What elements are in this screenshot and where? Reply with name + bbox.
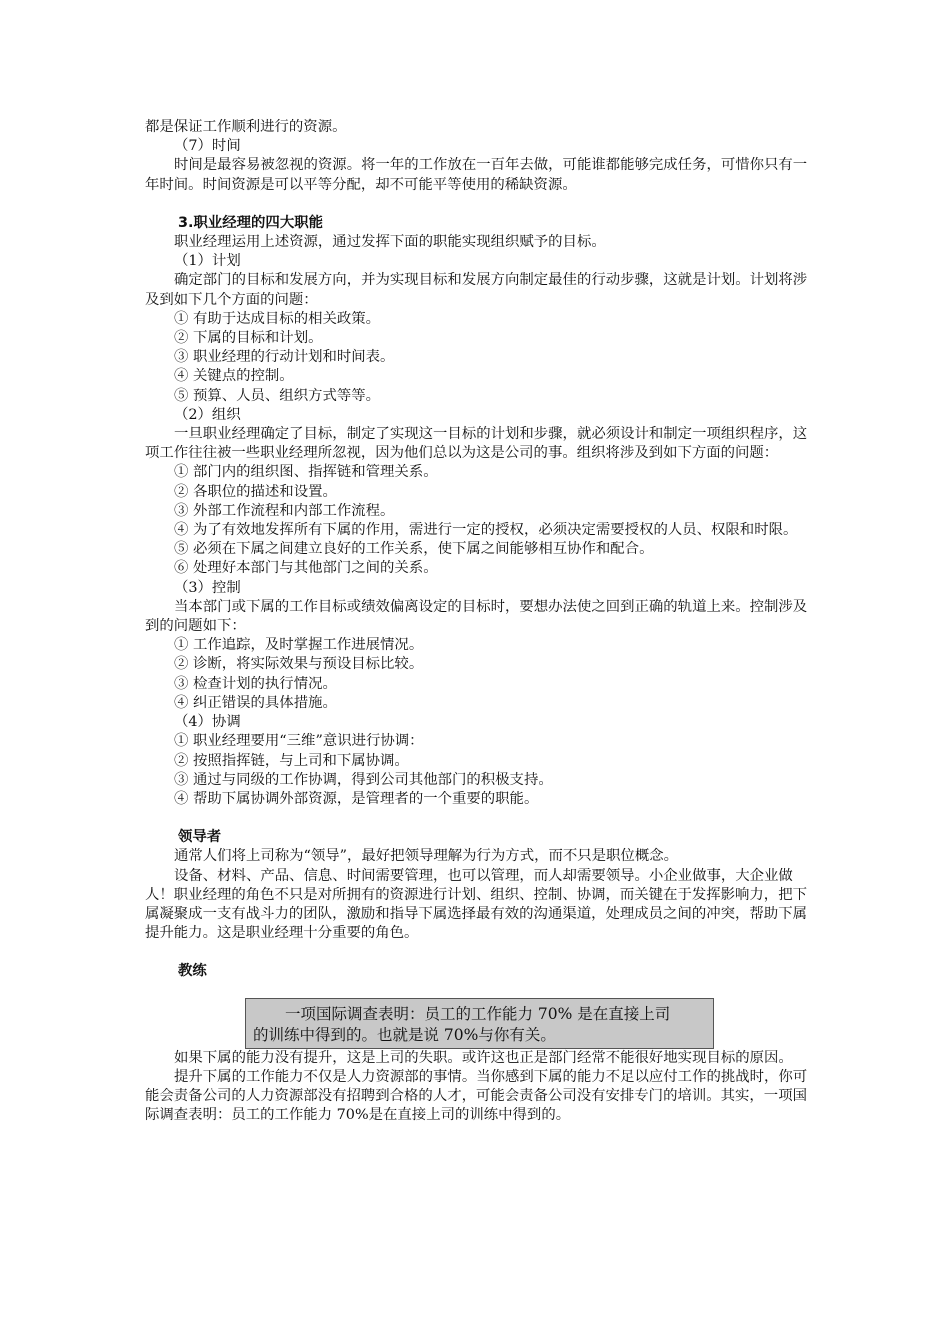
paragraph: 一旦职业经理确定了目标，制定了实现这一目标的计划和步骤，就必须设计和制定一项组织程序，这项工作往往被一些职业经理所忽视，因为他们总以为这是公司的事。组织将涉及到如下方面的问题： (145, 426, 808, 462)
paragraph: ② 按照指挥链，与上司和下属协调。 (174, 752, 409, 769)
paragraph: ② 诊断，将实际效果与预设目标比较。 (174, 656, 424, 673)
callout-line: 一项国际调查表明：员工的工作能力 70% 是在直接上司 (285, 1004, 671, 1023)
document-body (145, 118, 813, 1125)
paragraph: ④ 纠正错误的具体措施。 (174, 694, 337, 711)
paragraph: ⑥ 处理好本部门与其他部门之间的关系。 (174, 560, 438, 577)
paragraph: ③ 外部工作流程和内部工作流程。 (174, 502, 395, 519)
paragraph: （1）计划 (174, 253, 241, 270)
paragraph: ③ 职业经理的行动计划和时间表。 (174, 349, 395, 366)
paragraph: 提升下属的工作能力不仅是人力资源部的事情。当你感到下属的能力不足以应付工作的挑战时，你可能会责备公司的人力资源部没有招聘到合格的人才，可能会责备公司没有安排专门的培训。其实，一项国际调查表明：员工的工作能力 70%是在直接上司的训练中得到的。 (145, 1068, 808, 1124)
paragraph: 如果下属的能力没有提升，这是上司的失职。或许这也正是部门经常不能很好地实现目标的原因。 (174, 1049, 793, 1066)
paragraph: ④ 关键点的控制。 (174, 368, 294, 385)
paragraph: ⑤ 预算、人员、组织方式等等。 (174, 387, 381, 404)
paragraph: ① 工作追踪，及时掌握工作进展情况。 (174, 637, 424, 654)
callout-box (245, 998, 714, 1049)
paragraph: 通常人们将上司称为“领导”，最好把领导理解为行为方式，而不只是职位概念。 (174, 848, 678, 865)
paragraph: ① 部门内的组织图、指挥链和管理关系。 (174, 464, 438, 481)
paragraph: 都是保证工作顺利进行的资源。 (145, 119, 347, 135)
paragraph: 确定部门的目标和发展方向，并为实现目标和发展方向制定最佳的行动步骤，这就是计划。计划将涉及到如下几个方面的问题： (145, 272, 808, 308)
section-heading: 领导者 (178, 829, 222, 846)
callout-line: 的训练中得到的。也就是说 70%与你有关。 (253, 1025, 556, 1044)
paragraph: 时间是最容易被忽视的资源。将一年的工作放在一百年去做，可能谁都能够完成任务，可惜你只有一年时间。时间资源是可以平等分配，却不可能平等使用的稀缺资源。 (145, 157, 808, 193)
paragraph: ② 下属的目标和计划。 (174, 330, 323, 347)
section-heading: 3.职业经理的四大职能 (178, 214, 323, 231)
paragraph: ② 各职位的描述和设置。 (174, 483, 337, 500)
paragraph: ① 职业经理要用“三维”意识进行协调： (174, 733, 424, 750)
paragraph: ③ 通过与同级的工作协调，得到公司其他部门的积极支持。 (174, 771, 553, 788)
paragraph: （3）控制 (174, 579, 241, 596)
paragraph: 设备、材料、产品、信息、时间需要管理，也可以管理，而人却需要领导。小企业做事，大企业做人！职业经理的角色不只是对所拥有的资源进行计划、组织、控制、协调，而关键在于发挥影响力，把下属凝聚成一支有战斗力的团队，激励和指导下属选择最有效的沟通渠道，处理成员之间的冲突，帮助下属提升能力。这是职业经理十分重要的角色。 (145, 867, 807, 942)
paragraph: 职业经理运用上述资源，通过发挥下面的职能实现组织赋予的目标。 (174, 234, 606, 251)
section-heading: 教练 (178, 963, 207, 980)
paragraph: （7）时间 (174, 138, 241, 155)
paragraph: ④ 帮助下属协调外部资源，是管理者的一个重要的职能。 (174, 790, 539, 807)
paragraph: （2）组织 (174, 406, 241, 423)
paragraph: ③ 检查计划的执行情况。 (174, 675, 337, 692)
paragraph: ① 有助于达成目标的相关政策。 (174, 310, 381, 327)
paragraph: ④ 为了有效地发挥所有下属的作用，需进行一定的授权，必须决定需要授权的人员、权限和时限。 (174, 522, 798, 539)
paragraph: （4）协调 (174, 714, 241, 731)
paragraph: ⑤ 必须在下属之间建立良好的工作关系，使下属之间能够相互协作和配合。 (174, 541, 654, 558)
paragraph: 当本部门或下属的工作目标或绩效偏离设定的目标时，要想办法使之回到正确的轨道上来。控制涉及到的问题如下： (145, 598, 808, 635)
